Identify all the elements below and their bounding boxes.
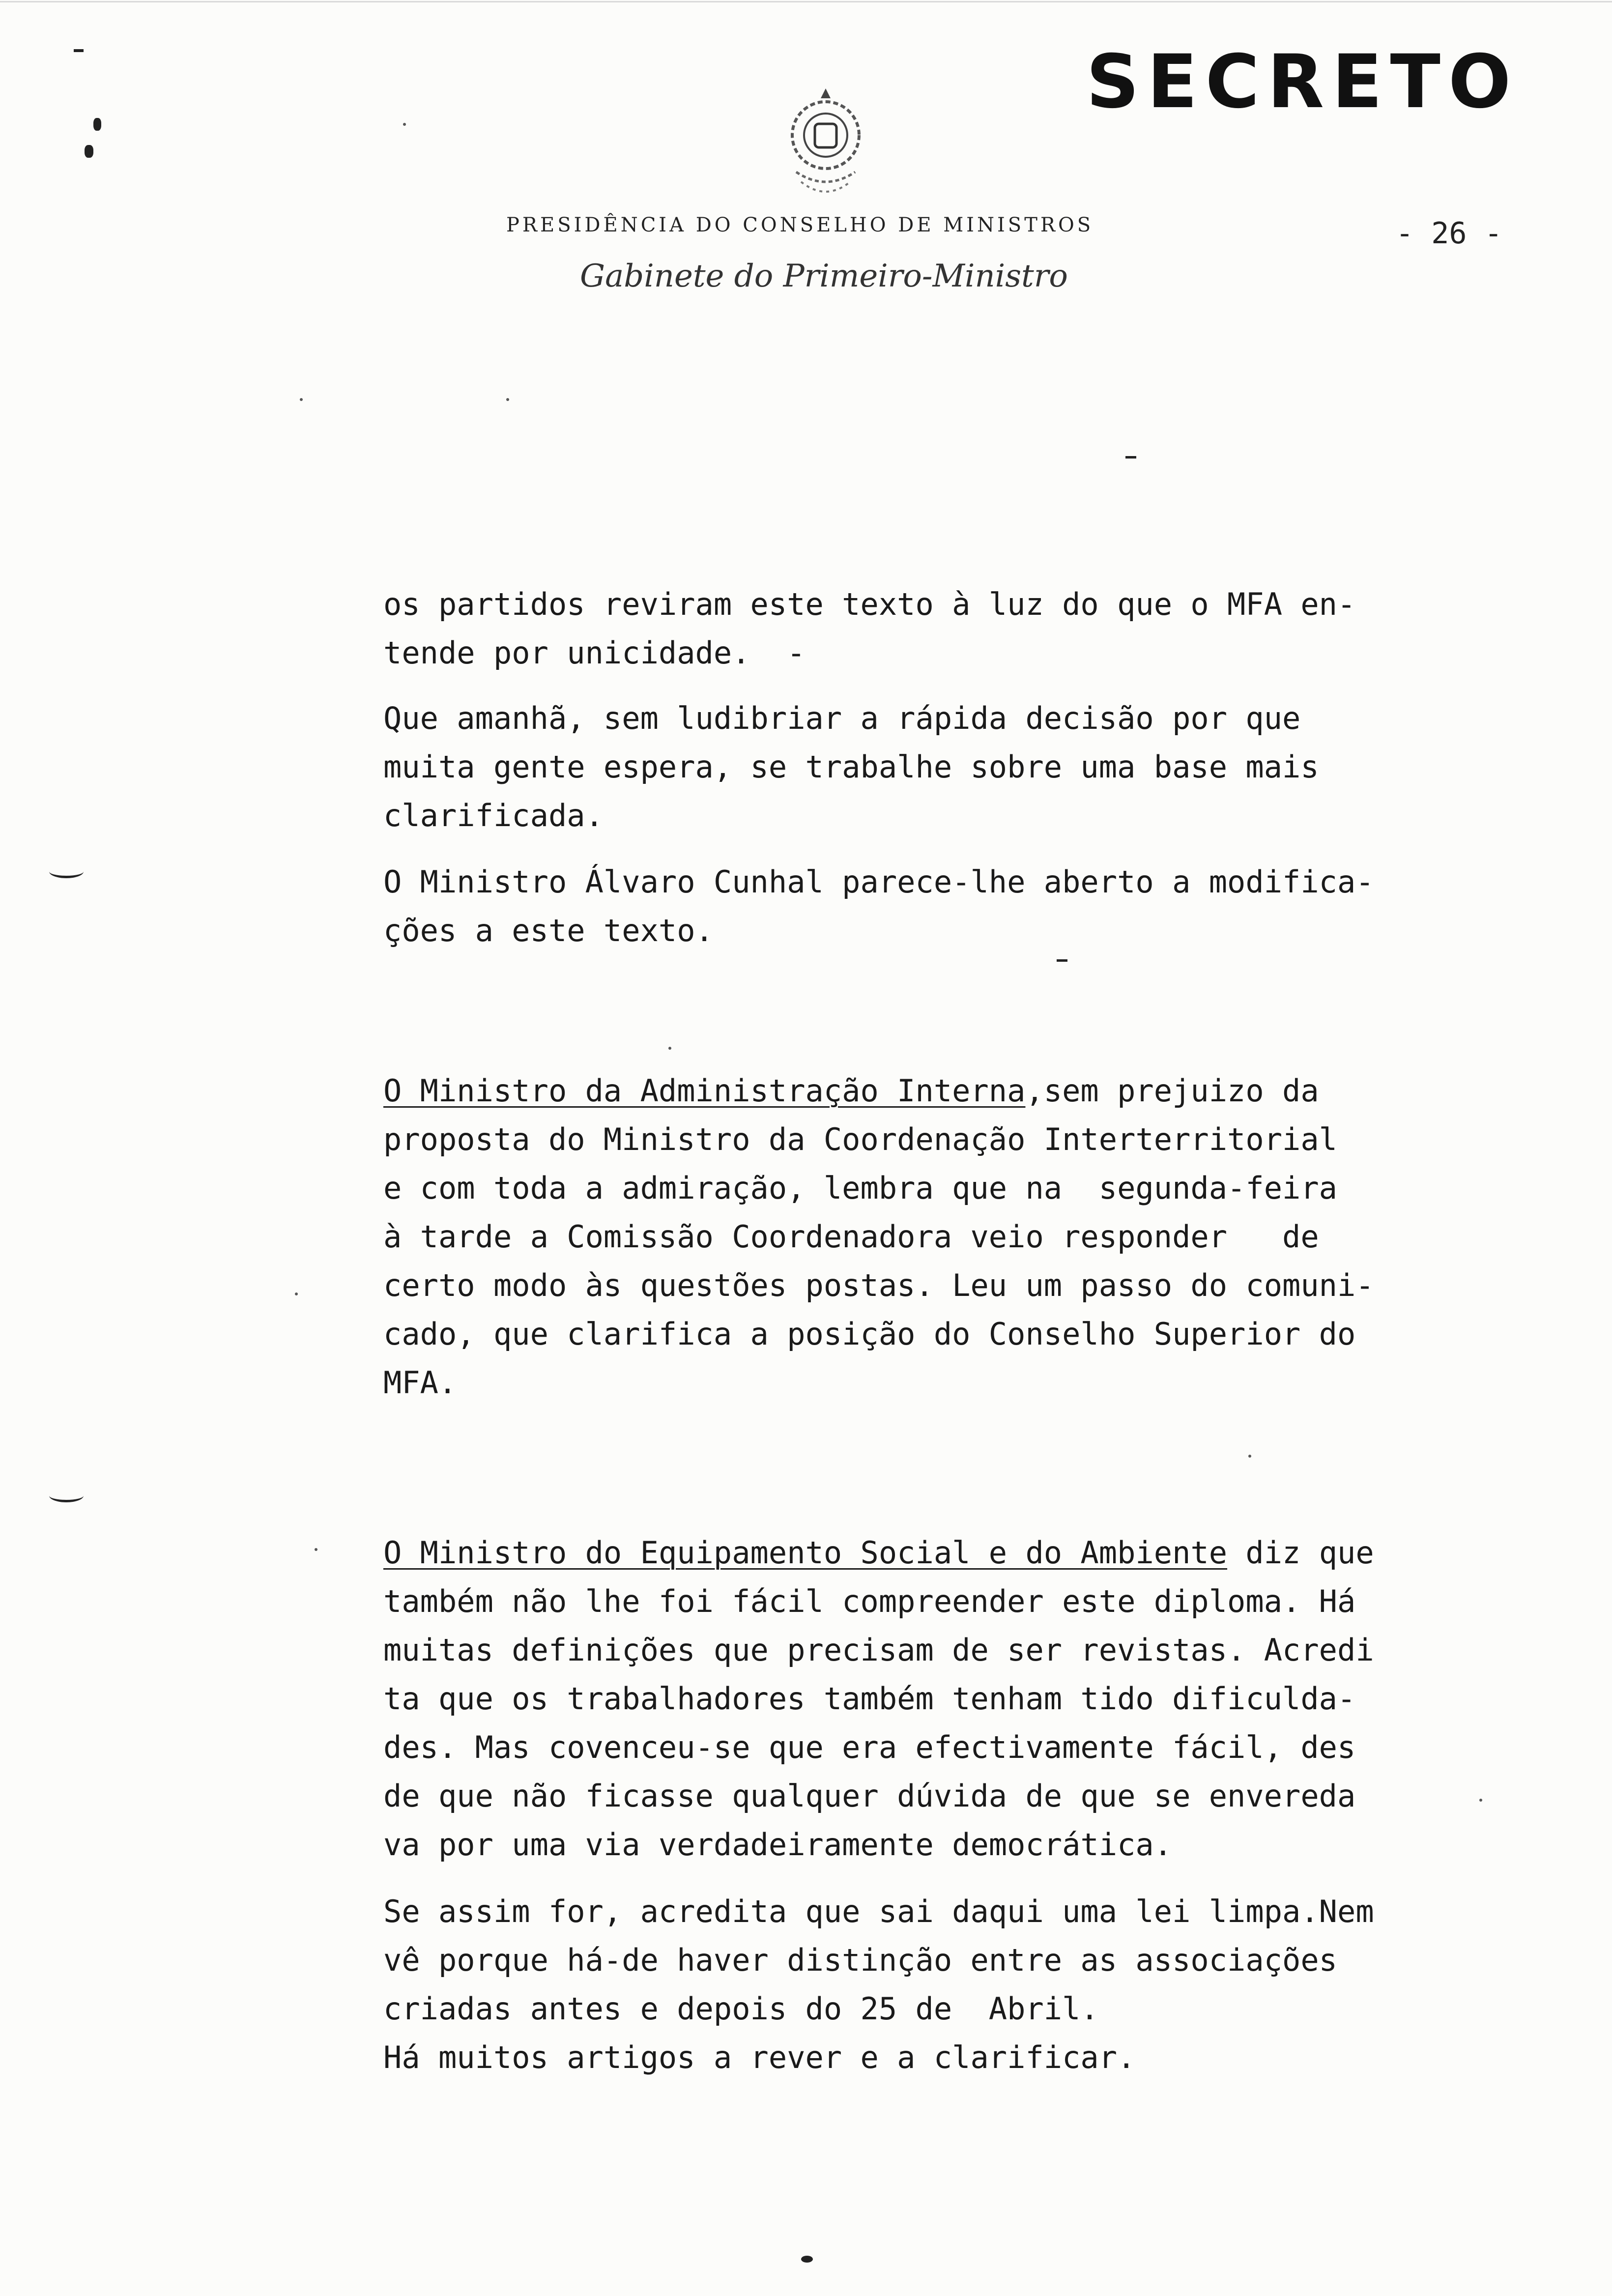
text-line: também não lhe foi fácil compreender este diploma. Há bbox=[383, 1583, 1356, 1619]
text-fragment: diz que bbox=[1227, 1535, 1374, 1571]
scan-mark bbox=[85, 145, 93, 158]
text-line: tende por unicidade. - bbox=[383, 635, 806, 671]
scan-top-edge bbox=[0, 1, 1612, 2]
text-line bbox=[383, 1066, 1563, 1115]
text-line: de que não ficasse qualquer dúvida de que se enveredа bbox=[383, 1778, 1356, 1814]
header-title: PRESIDÊNCIA DO CONSELHO DE MINISTROS bbox=[506, 214, 1094, 236]
text-line: muita gente espera, se trabalhe sobre uma base mais bbox=[383, 749, 1319, 785]
scan-mark bbox=[1125, 456, 1136, 459]
coat-of-arms-seal bbox=[767, 79, 885, 206]
text-line bbox=[383, 1528, 1563, 1577]
scan-speck bbox=[506, 398, 509, 401]
text-line: à tarde a Comissão Coordenadora veio responder de bbox=[383, 1219, 1319, 1255]
scan-speck bbox=[1248, 1455, 1251, 1458]
scan-mark bbox=[1057, 959, 1067, 962]
scan-speck bbox=[1479, 1799, 1482, 1802]
scan-mark bbox=[74, 49, 84, 52]
scan-mark bbox=[801, 2256, 813, 2263]
text-line: des. Mas covenceu-se que era efectivamente fácil, des bbox=[383, 1729, 1356, 1765]
text-line: clarificada. bbox=[383, 798, 604, 833]
text-fragment: ,sem prejuizo da bbox=[1025, 1073, 1319, 1109]
text-line: Há muitos artigos a rever e a clarificar. bbox=[383, 2039, 1136, 2075]
scan-speck bbox=[668, 1047, 671, 1050]
secret-stamp: SECRETO bbox=[1086, 39, 1519, 125]
punch-hole-mark bbox=[49, 865, 84, 878]
scan-speck bbox=[295, 1292, 298, 1295]
text-line: va por uma via verdadeiramente democrática. bbox=[383, 1827, 1173, 1863]
text-line: certo modo às questões postas. Leu um passo do comuni- bbox=[383, 1267, 1374, 1303]
scan-speck bbox=[315, 1548, 317, 1551]
text-line: MFA. bbox=[383, 1365, 457, 1401]
text-line: ta que os trabalhadores também tenham tido dificulda- bbox=[383, 1681, 1356, 1717]
text-line: muitas definições que precisam de ser revistas. Acredi bbox=[383, 1632, 1374, 1668]
scan-speck bbox=[403, 123, 406, 126]
text-line: proposta do Ministro da Coordenação Interterritorial bbox=[383, 1121, 1338, 1157]
header-subtitle: Gabinete do Primeiro-Ministro bbox=[580, 258, 1068, 294]
text-line: O Ministro Álvaro Cunhal parece-lhe aberto a modifica- bbox=[383, 864, 1374, 900]
speaker-name: O Ministro da Administração Interna bbox=[383, 1073, 1026, 1109]
text-line: Se assim for, acredita que sai daqui uma lei limpa.Nem bbox=[383, 1894, 1374, 1929]
scan-mark bbox=[93, 118, 101, 131]
text-line: cado, que clarifica a posição do Conselho Superior do bbox=[383, 1316, 1356, 1352]
text-line: e com toda a admiração, lembra que na segunda-feira bbox=[383, 1170, 1338, 1206]
speaker-name: O Ministro do Equipamento Social e do Ambiente bbox=[383, 1535, 1228, 1571]
punch-hole-mark bbox=[49, 1489, 84, 1502]
page-number: - 26 - bbox=[1396, 216, 1502, 251]
text-line: ções a este texto. bbox=[383, 913, 714, 948]
text-line: criadas antes e depois do 25 de Abril. bbox=[383, 1991, 1099, 2027]
text-line: Que amanhã, sem ludibriar a rápida decisão por que bbox=[383, 700, 1301, 736]
scan-speck bbox=[300, 398, 303, 401]
text-line: vê porque há-de haver distinção entre as associações bbox=[383, 1942, 1338, 1978]
text-line: os partidos reviram este texto à luz do que o MFA en- bbox=[383, 586, 1356, 622]
